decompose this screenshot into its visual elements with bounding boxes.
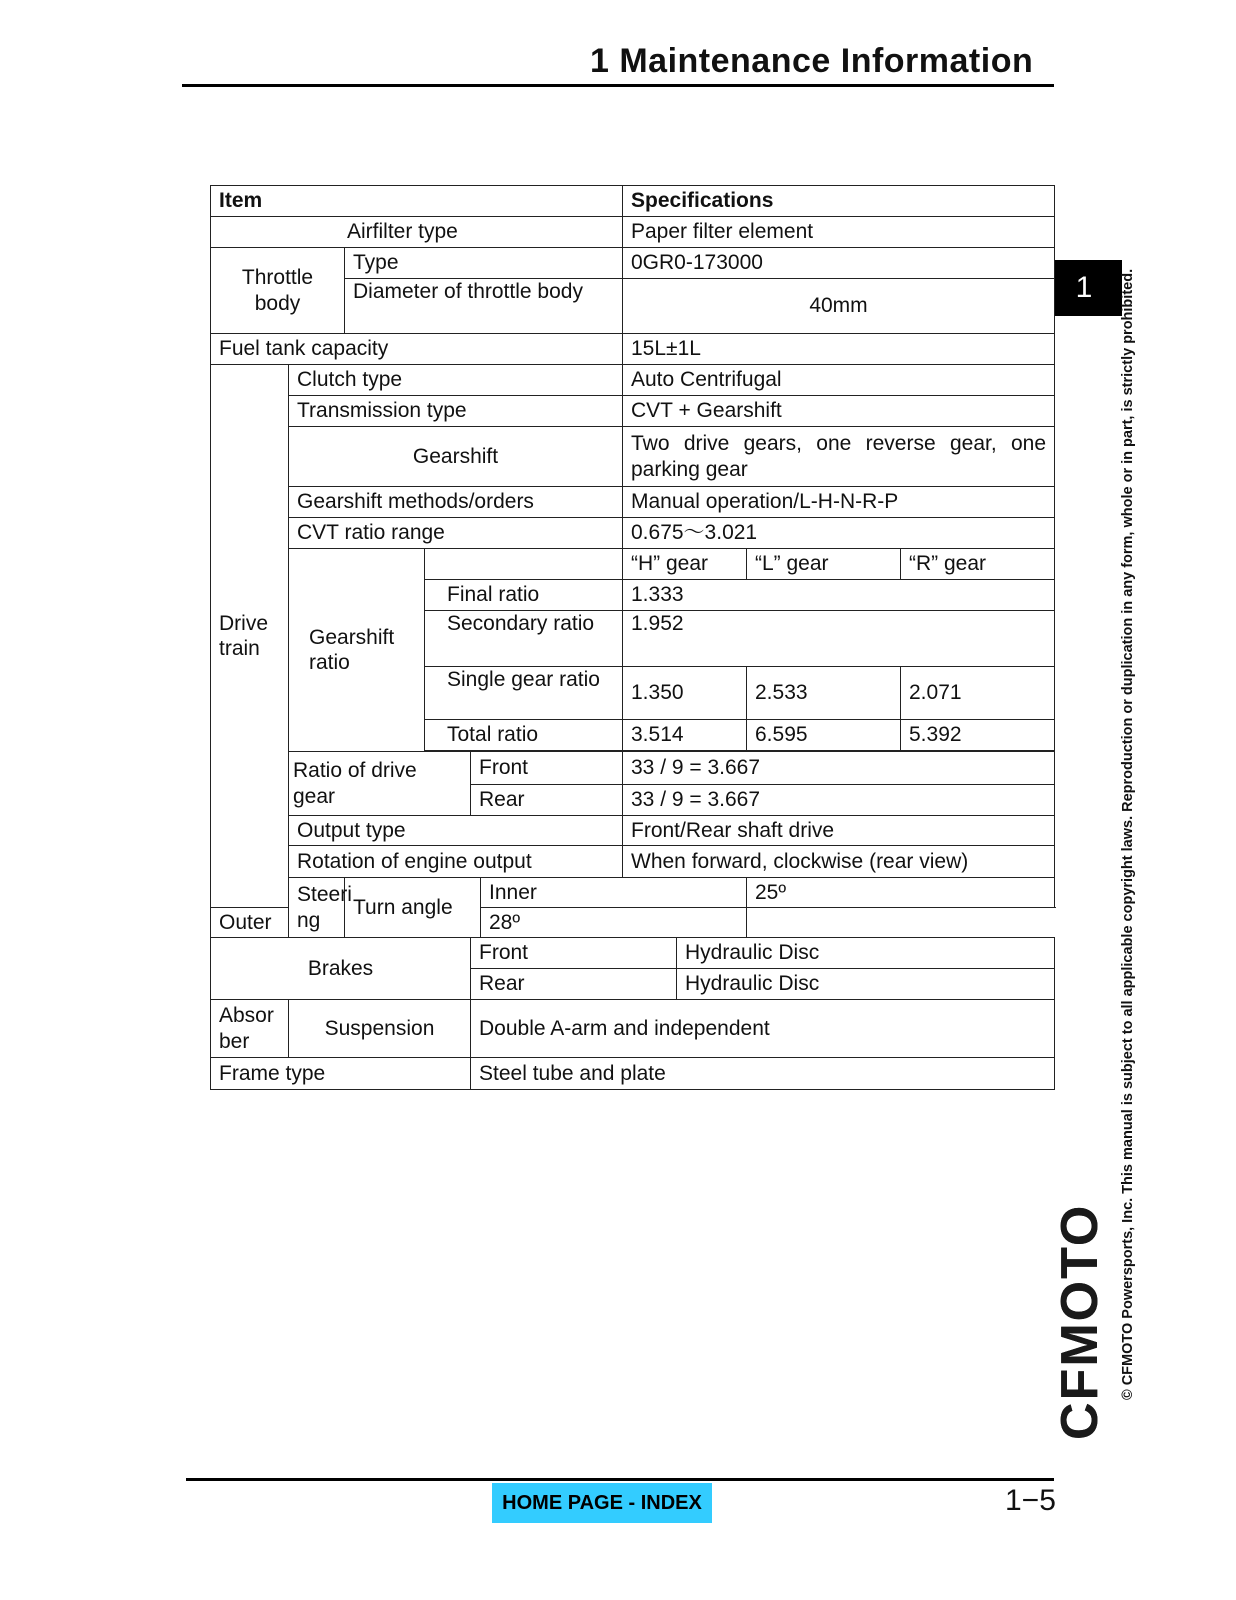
brake-front-label: Front	[471, 938, 677, 969]
clutch-type-value: Auto Centrifugal	[623, 365, 1055, 396]
gearshift-value: Two drive gears, one reverse gear, one parking gear	[623, 427, 1055, 487]
throttle-type-value: 0GR0-173000	[623, 248, 1055, 279]
single-gear-ratio-label: Single gear ratio	[425, 667, 623, 720]
clutch-type-label: Clutch type	[289, 365, 623, 396]
turn-outer-label: Outer	[211, 908, 425, 938]
fuel-tank-label: Fuel tank capacity	[211, 334, 623, 365]
airfilter-value: Paper filter element	[623, 217, 1055, 248]
gearshift-methods-value: Manual operation/L-H-N-R-P	[623, 487, 1055, 518]
footer-divider	[186, 1478, 1054, 1481]
turn-outer-value: 28º	[481, 908, 747, 938]
final-ratio-value: 1.333	[623, 580, 1055, 611]
total-ratio-l: 6.595	[747, 720, 901, 751]
throttle-group-label: Throttle body	[211, 248, 345, 334]
single-gear-ratio-r: 2.071	[901, 667, 1055, 720]
gear-l-header: “L” gear	[747, 549, 901, 580]
page-title: 1 Maintenance Information	[590, 42, 1034, 80]
header-specifications: Specifications	[623, 186, 1055, 217]
gearshift-ratio-group-label: Gearshift ratio	[289, 549, 425, 752]
engine-rotation-label: Rotation of engine output	[289, 846, 623, 878]
single-gear-ratio-l: 2.533	[747, 667, 901, 720]
drive-gear-ratio-label: Ratio of drive gear	[289, 752, 471, 816]
drive-gear-rear-value: 33 / 9 = 3.667	[623, 785, 1055, 816]
fuel-tank-value: 15L±1L	[623, 334, 1055, 365]
chapter-tab[interactable]: 1	[1054, 260, 1122, 316]
brake-front-value: Hydraulic Disc	[677, 938, 1055, 969]
specifications-table	[210, 185, 1055, 1090]
final-ratio-label: Final ratio	[425, 580, 623, 611]
cvt-ratio-label: CVT ratio range	[289, 518, 623, 549]
drive-gear-front-label: Front	[471, 752, 623, 785]
turn-inner-value: 25º	[747, 878, 1055, 908]
drive-gear-front-value: 33 / 9 = 3.667	[623, 752, 1055, 785]
gearshift-methods-label: Gearshift methods/orders	[289, 487, 623, 518]
gear-header-blank	[425, 549, 623, 580]
gearshift-label: Gearshift	[289, 427, 623, 487]
total-ratio-label: Total ratio	[425, 720, 623, 751]
throttle-type-label: Type	[345, 248, 623, 279]
home-page-index-button[interactable]: HOME PAGE - INDEX	[492, 1483, 712, 1523]
frame-type-label: Frame type	[211, 1058, 471, 1090]
single-gear-ratio-h: 1.350	[623, 667, 747, 720]
absorber-group-label: Absor ber	[211, 1000, 289, 1058]
secondary-ratio-label: Secondary ratio	[425, 611, 623, 667]
brake-rear-label: Rear	[471, 969, 677, 1000]
drive-gear-rear-label: Rear	[471, 785, 623, 816]
secondary-ratio-value: 1.952	[623, 611, 1055, 667]
gear-h-header: “H” gear	[623, 549, 747, 580]
cfmoto-logo: CFMOTO	[1051, 1203, 1109, 1440]
throttle-diameter-label: Diameter of throttle body	[345, 279, 623, 334]
suspension-value: Double A-arm and independent	[471, 1000, 1055, 1058]
output-type-value: Front/Rear shaft drive	[623, 816, 1055, 846]
total-ratio-h: 3.514	[623, 720, 747, 751]
engine-rotation-value: When forward, clockwise (rear view)	[623, 846, 1055, 878]
suspension-label: Suspension	[289, 1000, 471, 1058]
brake-rear-value: Hydraulic Disc	[677, 969, 1055, 1000]
header-item: Item	[211, 186, 623, 217]
turn-inner-label: Inner	[481, 878, 747, 908]
frame-type-value: Steel tube and plate	[471, 1058, 1055, 1090]
copyright-notice: © CFMOTO Powersports, Inc. This manual is subject to all applicable copyright laws. Reproduction or duplication in any form, whole or in part, is strictly prohibited.	[1120, 268, 1136, 1400]
total-ratio-r: 5.392	[901, 720, 1055, 751]
drive-train-group-label: Drive train	[211, 365, 289, 908]
steering-group-label: Steeri ng	[289, 878, 345, 938]
airfilter-label: Airfilter type	[211, 217, 623, 248]
throttle-diameter-value: 40mm	[623, 279, 1055, 334]
brakes-label: Brakes	[211, 938, 471, 1000]
turn-angle-label: Turn angle	[345, 878, 481, 938]
gear-r-header: “R” gear	[901, 549, 1055, 580]
page-number: 1−5	[1005, 1484, 1056, 1517]
header-divider	[182, 84, 1054, 87]
cvt-ratio-value: 0.675～3.021	[623, 518, 1055, 549]
output-type-label: Output type	[289, 816, 623, 846]
transmission-type-value: CVT + Gearshift	[623, 396, 1055, 427]
transmission-type-label: Transmission type	[289, 396, 623, 427]
